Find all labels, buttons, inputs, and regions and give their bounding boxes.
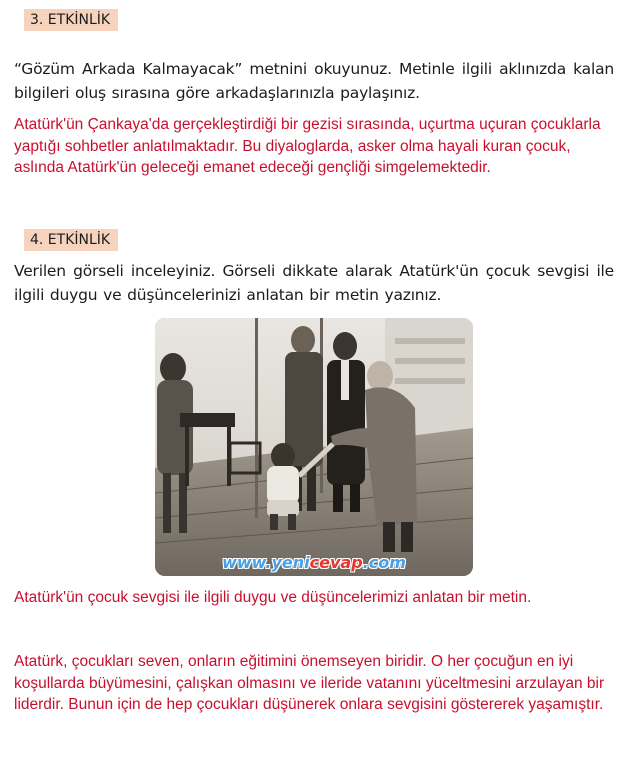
activity-3-answer: Atatürk'ün Çankaya'da gerçekleştirdiği bir gezisi sırasında, uçurtma uçuran çocuklarla yaptığı sohbetler anlatılmaktadır. Bu diyaloglarda, asker olma hayali kuran çocuk, aslında Atatürk'ün geleceği emanet edeceği gençliği simgelemektedir. [14, 116, 601, 176]
activity-4-badge: 4. ETKİNLİK [24, 229, 118, 251]
photo-watermark [155, 553, 473, 572]
photo-illustration [155, 318, 473, 576]
activity-3-instruction: “Gözüm Arkada Kalmayacak” metnini okuyunuz. Metinle ilgili aklınızda kalan bilgileri oluş sırasına göre arkadaşlarınızla paylaşınız. [14, 60, 614, 102]
activity-4-instruction: Verilen görseli inceleyiniz. Görseli dikkate alarak Atatürk'ün çocuk sevgisi ile ilgili duygu ve düşüncelerinizi anlatan bir metin yazınız. [14, 262, 614, 304]
activity-3-badge: 3. ETKİNLİK [24, 9, 118, 31]
activity-4-answer-body: Atatürk, çocukları seven, onların eğitimini önemseyen biridir. O her çocuğun en iyi koşullarda büyümesini, çalışkan olmasını ve ileride vatanını yüceltmesini arzulayan bir liderdir. Bunun için de hep çocukları düşünerek onlara sevgisini göstererek yaşamıştır. [14, 653, 605, 713]
watermark-suffix: .com [362, 553, 406, 572]
activity-4-answer-title: Atatürk'ün çocuk sevgisi ile ilgili duygu ve düşüncelerimizi anlatan bir metin. [14, 589, 532, 606]
watermark-prefix: www.yeni [222, 553, 310, 572]
ataturk-child-photo [155, 318, 473, 576]
watermark-middle: cevap [309, 553, 363, 572]
